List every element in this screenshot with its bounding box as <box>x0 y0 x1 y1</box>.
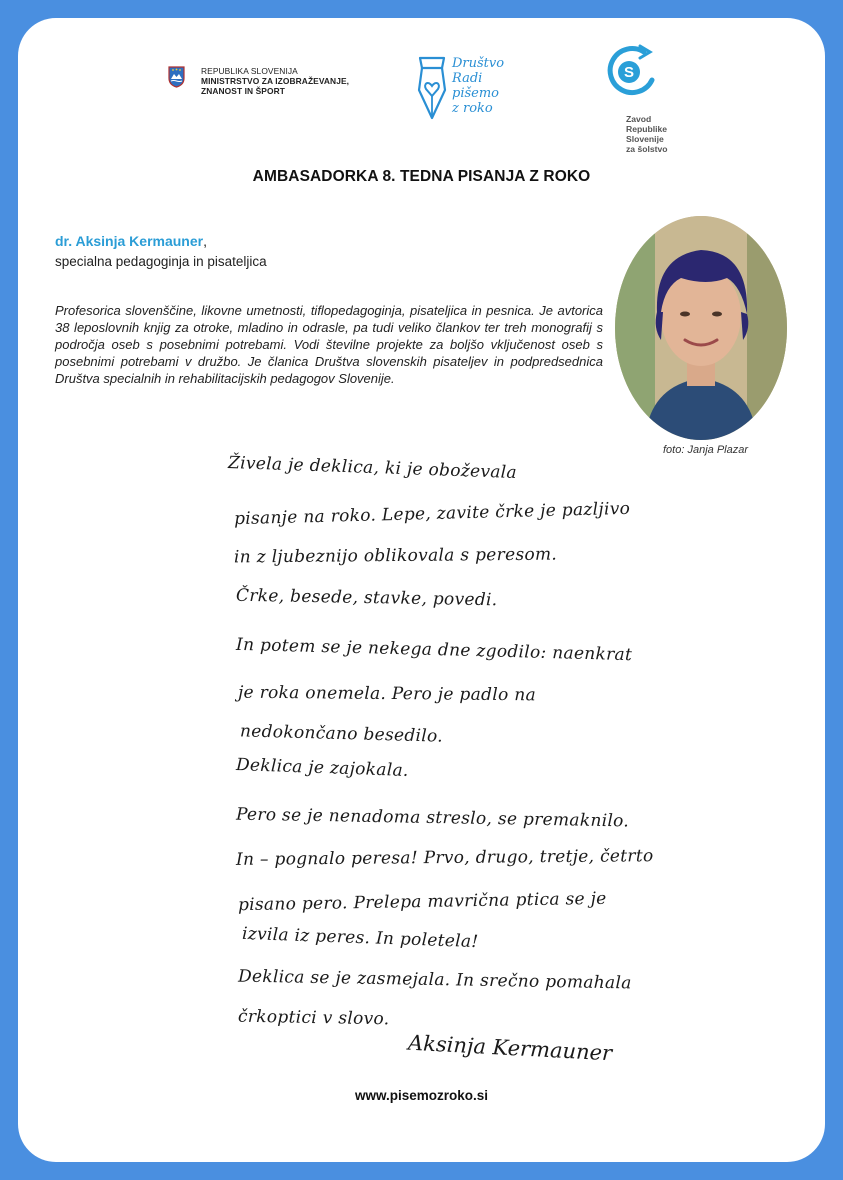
drustvo-line-2: Radi <box>452 71 483 86</box>
website-link[interactable]: www.pisemozroko.si <box>354 1088 489 1103</box>
handwritten-line: izvila iz peres. In poletela! <box>241 923 479 953</box>
zavod-line-3: Slovenije <box>626 134 664 144</box>
author-comma: , <box>203 233 207 249</box>
author-signature: Aksinja Kermauner <box>407 1030 613 1066</box>
zavod-line-1: Zavod <box>626 114 652 124</box>
handwritten-line: Deklica se je zasmejala. In srečno pomahala <box>237 966 632 994</box>
handwritten-line: pisano pero. Prelepa mavrična ptica se je <box>237 888 607 916</box>
handwritten-line: in z ljubeznijo oblikovala s peresom. <box>233 544 558 568</box>
ministry-line-1: REPUBLIKA SLOVENIJA <box>201 66 298 76</box>
portrait-illustration <box>615 216 787 440</box>
handwritten-line: Deklica je zajokala. <box>235 754 409 782</box>
ministry-line-2: MINISTRSTVO ZA IZOBRAŽEVANJE, <box>201 76 350 86</box>
document-page <box>18 18 825 1162</box>
ministry-line-3: ZNANOST IN ŠPORT <box>201 86 285 96</box>
handwritten-line: črkoptici v slovo. <box>237 1006 390 1030</box>
handwritten-line: nedokončano besedilo. <box>239 721 444 747</box>
zavod-swirl-icon <box>600 42 662 112</box>
author-role: specialna pedagoginja in pisateljica <box>55 254 267 269</box>
handwritten-line: Živela je deklica, ki je oboževala <box>227 452 518 484</box>
drustvo-logo <box>416 54 526 126</box>
slovenia-crest-icon <box>168 66 185 88</box>
zavod-logo <box>600 42 680 152</box>
handwritten-line: In – pognalo peresa! Prvo, drugo, tretje, četrto <box>235 846 654 870</box>
zavod-line-4: za šolstvo <box>626 144 668 154</box>
photo-credit: foto: Janja Plazar <box>663 444 748 456</box>
handwritten-line: In potem se je nekega dne zgodilo: naenkrat <box>235 634 633 666</box>
ministry-logo <box>168 64 368 114</box>
handwritten-line: je roka onemela. Pero je padlo na <box>237 682 537 706</box>
handwritten-line: Pero se je nenadoma streslo, se premaknilo. <box>235 804 630 832</box>
drustvo-line-1: Društvo <box>452 56 505 71</box>
drustvo-line-3: pišemo <box>452 86 499 101</box>
author-name-line <box>55 233 207 249</box>
page-title: AMBASADORKA 8. TEDNA PISANJA Z ROKO <box>252 168 591 185</box>
zavod-line-2: Republike <box>626 124 668 134</box>
drustvo-line-4: z roko <box>452 101 493 116</box>
zavod-letter: S <box>623 64 635 81</box>
author-bio: Profesorica slovenščine, likovne umetnosti, tiflopedagoginja, pisateljica in pesnica. Je avtorica 38 leposlovnih knjig za otroke, mladino in odrasle, pa tudi veliko člankov ter treh monografij s področja oseb s posebnimi potrebami. Vodi številne projekte za boljšo vključenost oseb s posebnimi potrebami v družbo. Je članica Društva slovenskih pisateljev in podpredsednica Društva specialnih in rehabilitacijskih pedagogov Slovenije. <box>55 303 603 386</box>
fountain-pen-heart-icon <box>416 56 448 122</box>
author-name: dr. Aksinja Kermauner <box>55 233 204 249</box>
handwritten-line: pisanje na roko. Lepe, zavite črke je pazljivo <box>233 498 631 530</box>
author-photo <box>615 216 787 440</box>
handwritten-line: Črke, besede, stavke, povedi. <box>235 585 498 611</box>
